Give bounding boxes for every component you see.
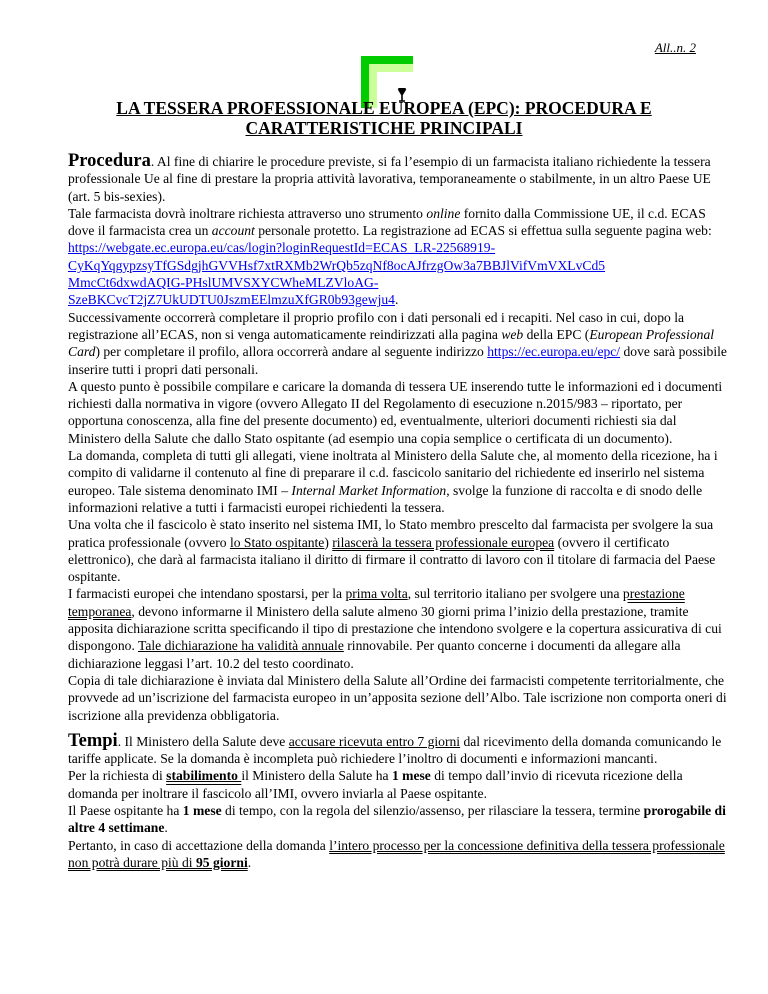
text-run: Per la richiesta di xyxy=(68,768,167,784)
text-run: Successivamente occorrerà completare il proprio profilo con i dati personali ed i recapiti. Nel caso in cui, dopo la registrazione all’ECAS, non si venga automaticamente reindirizzati alla pagina xyxy=(68,309,685,342)
text-run: . xyxy=(394,292,399,308)
text-run: 1 mese xyxy=(182,802,222,818)
page-title xyxy=(60,98,708,138)
paese-ospitante-paragraph xyxy=(68,802,728,837)
text-run: Il Paese ospitante ha xyxy=(68,802,183,818)
text-run: il Ministero della Salute ha xyxy=(241,768,392,784)
text-run: rinnovabile. Per quanto concerne i documenti da allegare alla dichiarazione leggasi l’art. 10.2 del testo coordinato. xyxy=(68,638,681,671)
epc-link[interactable]: https://ec.europa.eu/epc/ xyxy=(487,344,621,360)
text-run: dove sarà possibile inserire tutti i propri dati personali. xyxy=(68,344,727,377)
procedura-heading: Procedura xyxy=(68,151,151,171)
text-run: dal ricevimento della domanda comunicando le tariffe applicate. Se la domanda è incompleta può richiedere l’inoltro di documenti e informazioni mancanti. xyxy=(68,733,722,767)
text-run: rilascerà la tessera professionale europea xyxy=(332,534,555,550)
title-line-2: CARATTERISTICHE PRINCIPALI xyxy=(245,118,523,138)
imi-paragraph xyxy=(68,516,728,585)
text-run: prima volta xyxy=(345,586,408,602)
text-run: European Professional Card xyxy=(68,326,715,360)
text-run: , sul territorio italiano per svolgere una xyxy=(407,586,623,602)
copia-paragraph: Copia di tale dichiarazione è inviata dal Ministero della Salute all’Ordine dei farmacisti competente territorialmente, che provvede ad un’iscrizione del farmacista europeo in un’apposita sezione dell’Albo. Tale iscrizione non comporta oneri di iscrizione alla previdenza obbligatoria. xyxy=(68,672,727,723)
domanda-paragraph: A questo punto è possibile compilare e caricare la domanda di tessera UE inserendo tutte le informazioni ed i documenti richiesti dalla normativa in vigore (ovvero Allegato II del Regolamento di esecuzione n.2015/983 – riportato, per opportuna conoscenza, alla fine del presente documento) ed, eventualmente, ulteriori documenti richiesti sia dal Ministero della Salute che dallo Stato ospitante (ad esempio una copia semplice o certificata di un documento). xyxy=(68,378,723,446)
text-run: 1 mese xyxy=(391,768,431,784)
text-run: personale protetto. La registrazione ad ECAS si effettua sulla seguente pagina web: xyxy=(254,223,712,239)
text-run: Internal Market Information xyxy=(291,482,447,498)
text-run: online xyxy=(426,205,461,221)
tempi-heading: Tempi xyxy=(68,730,118,751)
text-run: ) xyxy=(324,534,333,550)
text-run: . xyxy=(247,854,252,870)
text-run: fornito dalla Commissione UE, il c.d. ECAS dove il farmacista crea un xyxy=(68,205,706,239)
text-run: , devono informarne il Ministero della salute almeno 30 giorni prima l’inizio della prestazione, tramite apposita dichiarazione scritta specificando il tipo di prestazione che intendono svolgere e la copertura assicurativa di cui dispongono. xyxy=(68,603,722,654)
text-run: prestazione temporanea xyxy=(68,586,685,619)
pertanto-paragraph xyxy=(68,837,728,872)
text-run: prorogabile di altre 4 settimane xyxy=(68,802,726,836)
text-run: Una volta che il fascicolo è stato inserito nel sistema IMI, lo Stato membro prescelto dal farmacista per svolgere la sua pratica professionale (ovvero xyxy=(68,517,714,550)
text-run: La domanda, completa di tutti gli allegati, viene inoltrata al Ministero della Salute che, al momento della ricezione, ha i compito di validarne il contenuto al fine di preparare il c.d. fascicolo sanitario del richiedente ed inserirlo nel sistema europeo. Tale sistema denominato IMI – xyxy=(68,448,718,498)
text-run: account xyxy=(211,223,255,239)
text-run: I farmacisti europei che intendano spostarsi, per la xyxy=(68,586,346,602)
procedura-paragraph xyxy=(68,153,728,205)
text-run: l’intero processo per la concessione definitiva della tessera professionale non potrà durare più di xyxy=(68,837,725,870)
text-run: accusare ricevuta entro 7 giorni xyxy=(288,733,461,749)
text-run: Tale dichiarazione ha validità annuale xyxy=(138,638,344,654)
text-run: Pertanto, in caso di accettazione della domanda xyxy=(68,837,330,853)
allegato-number: All..n. 2 xyxy=(654,40,696,55)
text-run: . xyxy=(164,820,168,836)
text-run: , svolge la funzione di raccolta e di snodo delle informazioni relative a tutti i farmacisti europei richiedenti la tessera. xyxy=(68,482,703,515)
text-run: lo Stato ospitante xyxy=(229,534,325,550)
stabilimento-paragraph xyxy=(68,767,728,802)
ministero-paragraph xyxy=(68,447,728,516)
ecas-login-link[interactable]: https://webgate.ec.europa.eu/cas/login?loginRequestId=ECAS_LR-22568919- CyKqYqgypzsyTfGSdgjhGVVHsf7xtRXMb2WrQb5zqNf8ocAJfrzgOw3a7BBJlVifVmVXLvCd5 MmcCt6dxwdAQIG-PHslUMVSXYCWheMLZVloAG- SzeBKCvcT2jZ7UkUDTU0JszmEElmzuXfGR0b93gewju4 xyxy=(68,240,606,308)
text-run: . Al fine di chiarire le procedure previste, si fa l’esempio di un farmacista italiano richiedente la tessera professionale Ue al fine di prestare la propria attività lavorativa, temporaneamente o stabilmente, in un altro Paese UE (art. 5 bis-sexies). xyxy=(68,154,711,204)
text-run: della EPC ( xyxy=(523,326,590,342)
text-run: 95 giorni xyxy=(195,854,248,870)
ecas-paragraph xyxy=(68,205,728,309)
text-run: web xyxy=(501,326,524,342)
text-run: . Il Ministero della Salute deve xyxy=(117,733,289,749)
text-run: stabilimento xyxy=(166,768,242,784)
text-run: (ovvero il certificato elettronico), che darà al farmacista italiano il diritto di firmare il contratto di lavoro con il titolare di farmacia del Paese ospitante. xyxy=(68,534,716,585)
document-body xyxy=(68,153,728,871)
tempi-paragraph xyxy=(68,730,728,768)
profile-paragraph xyxy=(68,309,728,378)
temporanea-paragraph xyxy=(68,585,728,671)
text-run: di tempo, con la regola del silenzio/assenso, per rilasciare la tessera, termine xyxy=(221,802,644,818)
title-line-1: LA TESSERA PROFESSIONALE EUROPEA (EPC): PROCEDURA E xyxy=(116,98,652,118)
text-run: Tale farmacista dovrà inoltrare richiesta attraverso uno strumento xyxy=(68,205,427,221)
text-run: ) per completare il profilo, allora occorrerà andare al seguente indirizzo xyxy=(95,344,488,360)
text-run: di tempo dall’invio di ricevuta ricezione della domanda per inoltrare il fascicolo all’IMI, ovvero inviarla al Paese ospitante. xyxy=(68,768,683,801)
